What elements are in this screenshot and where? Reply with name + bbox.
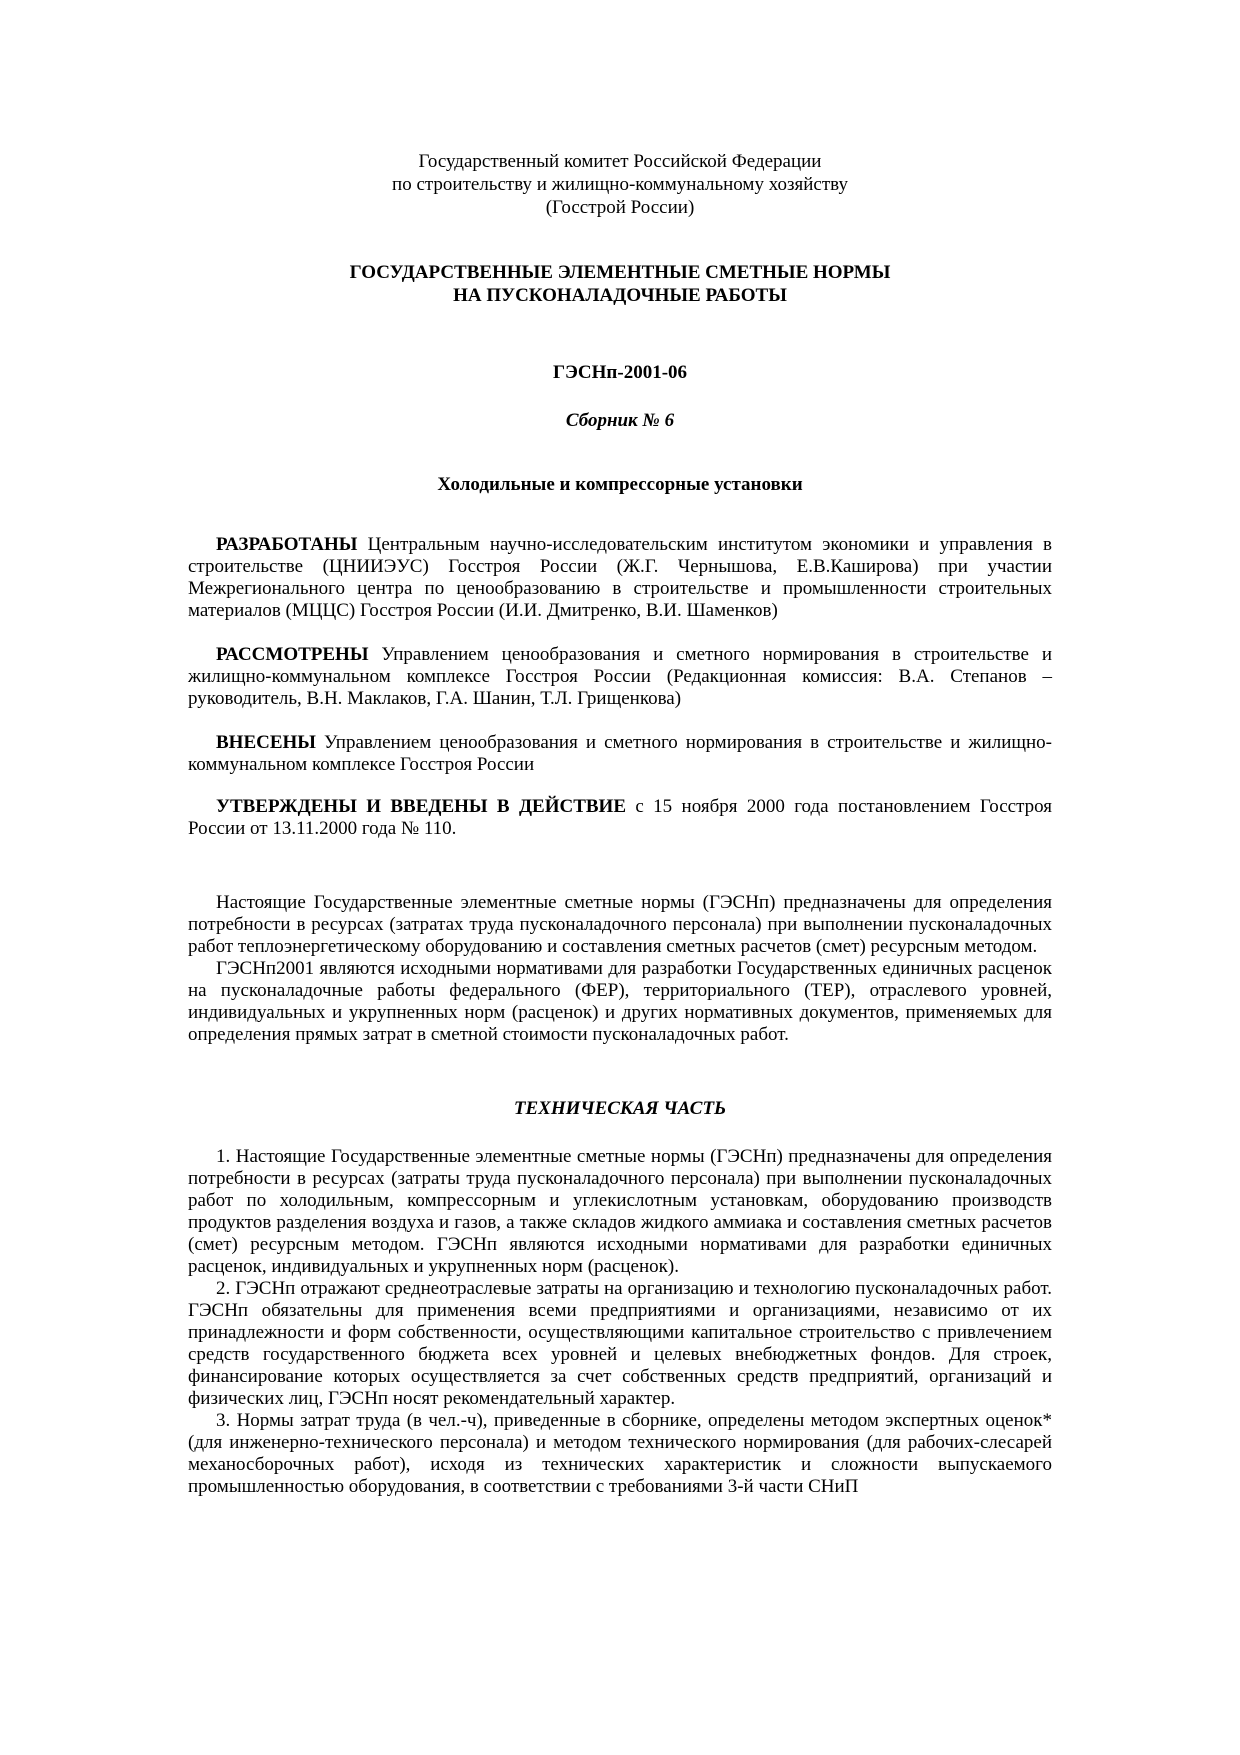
submitted-paragraph <box>188 732 1052 776</box>
committee-line: (Госстрой России) <box>545 197 695 218</box>
document-code: ГЭСНп-2001-06 <box>552 362 688 383</box>
developed-paragraph <box>188 534 1052 622</box>
committee-header <box>188 150 1052 219</box>
technical-item: 2. ГЭСНп отражают среднеотраслевые затраты на организацию и технологию пусконаладочных работ. ГЭСНп обязательны для применения всеми предприятиями и организациями, независимо от их принадлежности и форм собственности, осуществляющими капитальное строительство с привлечением средств государственного бюджета всех уровней и целевых внебюджетных фондов. Для строек, финансирование которых осуществляется за счет собственных средств предприятий, организаций и физических лиц, ГЭСНп носят рекомендательный характер. <box>188 1278 1052 1409</box>
approved-paragraph <box>188 796 1052 840</box>
approved-text: с 15 ноября 2000 года постановлением Госстроя России от 13.11.2000 года № 110. <box>188 796 1053 839</box>
technical-item: 3. Нормы затрат труда (в чел.-ч), приведенные в сборнике, определены методом экспертных оценок* (для инженерно-технического персонала) и методом технического нормирования (для рабочих-слесарей механосборочных работ), исходя из технических характеристик и сложности выпускаемого промышленностью оборудования, в соответствии с требованиями 3-й части СНиП <box>188 1410 1052 1497</box>
reviewed-label: РАССМОТРЕНЫ <box>216 644 369 665</box>
collection-subject: Холодильные и компрессорные установки <box>437 474 803 495</box>
submitted-text: Управлением ценообразования и сметного нормирования в строительстве и жилищно-коммунальном комплексе Госстроя России <box>188 732 1052 775</box>
reviewed-paragraph <box>188 644 1052 710</box>
committee-line: по строительству и жилищно-коммунальному хозяйству <box>392 174 848 195</box>
technical-item: 1. Настоящие Государственные элементные сметные нормы (ГЭСНп) предназначены для определения потребности в ресурсах (затраты труда пусконаладочного персонала) при выполнении пусконаладочных работ по холодильным, компрессорным и углекислотным установкам, оборудованию производств продуктов разделения воздуха и газов, а также складов жидкого аммиака и составления сметных расчетов (смет) ресурсным методом. ГЭСНп являются исходными нормативами для разработки единичных расценок, индивидуальных и укрупненных норм (расценок). <box>188 1146 1052 1277</box>
developed-label: РАЗРАБОТАНЫ <box>216 534 358 555</box>
collection-number: Сборник № 6 <box>565 410 675 431</box>
technical-part-title: ТЕХНИЧЕСКАЯ ЧАСТЬ <box>513 1098 727 1119</box>
page-content <box>188 150 1052 1498</box>
developed-text: Центральным научно-исследовательским институтом экономики и управления в строительстве (ЦНИИЭУС) Госстроя России (Ж.Г. Чернышова, Е.В.Каширова) при участии Межрегионального центра по ценообразованию в строительстве и промышленности строительных материалов (МЦЦС) Госстроя России (И.И. Дмитренко, В.И. Шаменков) <box>188 534 1052 621</box>
document-title <box>188 261 1052 307</box>
reviewed-text: Управлением ценообразования и сметного нормирования в строительстве и жилищно-коммунальном комплексе Госстроя России (Редакционная комиссия: В.А. Степанов – руководитель, В.Н. Маклаков, Г.А. Шанин, Т.Л. Грищенкова) <box>188 644 1052 709</box>
title-line: ГОСУДАРСТВЕННЫЕ ЭЛЕМЕНТНЫЕ СМЕТНЫЕ НОРМЫ <box>349 262 891 283</box>
title-line: НА ПУСКОНАЛАДОЧНЫЕ РАБОТЫ <box>453 285 787 306</box>
intro-paragraph: Настоящие Государственные элементные сметные нормы (ГЭСНп) предназначены для определения потребности в ресурсах (затратах труда пусконаладочного персонала) при выполнении пусконаладочных работ теплоэнергетическому оборудованию и составления сметных расчетов (смет) ресурсным методом. <box>188 892 1052 957</box>
intro-paragraph: ГЭСНп2001 являются исходными нормативами для разработки Государственных единичных расценок на пусконаладочные работы федерального (ФЕР), территориального (ТЕР), отраслевого уровней, индивидуальных и укрупненных норм (расценок) и других нормативных документов, применяемых для определения прямых затрат в сметной стоимости пусконаладочных работ. <box>188 958 1052 1045</box>
committee-line: Государственный комитет Российской Федерации <box>418 151 822 172</box>
approved-label: УТВЕРЖДЕНЫ И ВВЕДЕНЫ В ДЕЙСТВИЕ <box>216 796 627 817</box>
submitted-label: ВНЕСЕНЫ <box>216 732 316 753</box>
